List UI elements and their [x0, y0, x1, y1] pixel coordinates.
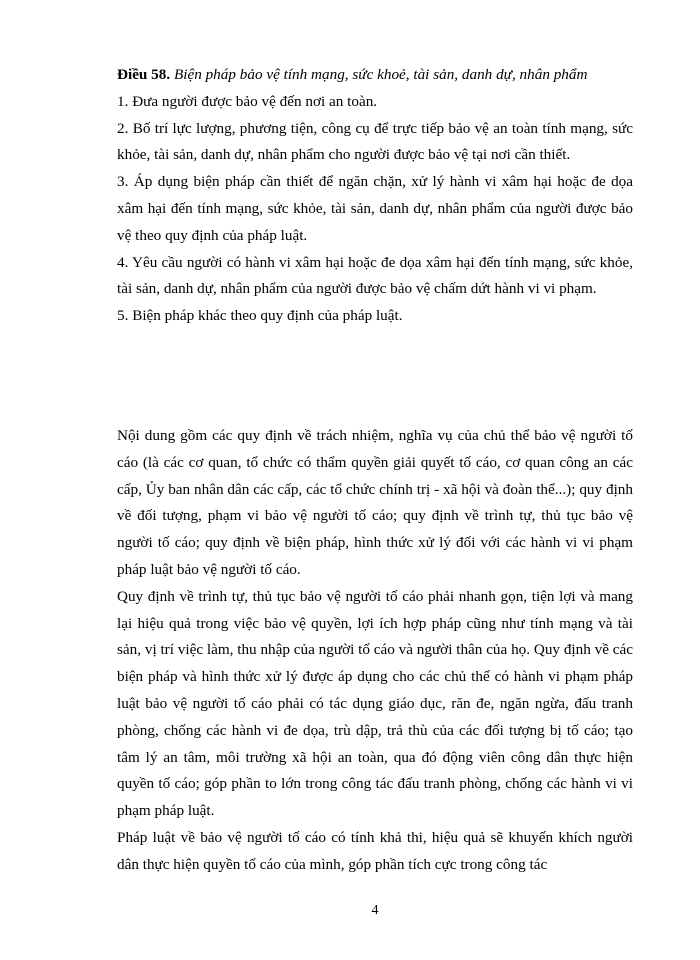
article-item-4: 4. Yêu cầu người có hành vi xâm hại hoặc đe dọa xâm hại đến tính mạng, sức khỏe, tài sản, danh dự, nhân phẩm của người được bảo vệ chấm dứt hành vi vi phạm. [117, 253, 633, 298]
article-item-5: 5. Biện pháp khác theo quy định của pháp luật. [117, 307, 403, 325]
article-number: Điều 58. [117, 66, 171, 83]
article-heading [117, 62, 633, 89]
article-title: Biện pháp bảo vệ tính mạng, sức khoẻ, tài sản, danh dự, nhân phẩm [173, 66, 588, 83]
article-item-3: 3. Áp dụng biện pháp cần thiết để ngăn chặn, xử lý hành vi xâm hại hoặc đe dọa xâm hại đến tính mạng, sức khỏe, tài sản, danh dự, nhân phẩm của người được bảo vệ theo quy định của pháp luật. [117, 173, 633, 244]
paragraph-feasibility: Pháp luật về bảo vệ người tố cáo có tính khả thi, hiệu quả sẽ khuyến khích người dân thực hiện quyền tố cáo của mình, góp phần tích cực trong công tác [117, 828, 633, 873]
paragraph-procedure: Quy định về trình tự, thủ tục bảo vệ người tố cáo phải nhanh gọn, tiện lợi và mang lại hiệu quả trong việc bảo vệ quyền, lợi ích hợp pháp cũng như tính mạng và tài sản, vị trí việc làm, thu nhập của người tố cáo và người thân của họ. Quy định về các biện pháp và hình thức xử lý được áp dụng cho các chủ thể có hành vi phạm pháp luật bảo vệ người tố cáo phải có tác dụng giáo dục, răn đe, ngăn ngừa, đấu tranh phòng, chống các hành vi đe dọa, trù dập, trả thù của các đối tượng bị tố cáo; tạo tâm lý an tâm, môi trường xã hội an toàn, qua đó động viên công dân thực hiện quyền tố cáo; góp phần to lớn trong công tác đấu tranh phòng, chống các hành vi vi phạm pháp luật. [117, 587, 633, 820]
page-number: 4 [371, 903, 379, 918]
body-text [117, 423, 633, 879]
article-58 [117, 62, 633, 330]
paragraph-content: Nội dung gồm các quy định về trách nhiệm, nghĩa vụ của chủ thể bảo vệ người tố cáo (là các cơ quan, tổ chức có thẩm quyền giải quyết tố cáo, cơ quan công an các cấp, Ủy ban nhân dân các cấp, các tổ chức chính trị - xã hội và đoàn thể...); quy định về đối tượng, phạm vi bảo vệ người tố cáo; quy định về trình tự, thủ tục bảo vệ người tố cáo; quy định về biện pháp, hình thức xử lý đối với các hành vi vi phạm pháp luật bảo vệ người tố cáo. [117, 427, 633, 578]
article-item-2: 2. Bố trí lực lượng, phương tiện, công cụ để trực tiếp bảo vệ an toàn tính mạng, sức khỏe, tài sản, danh dự, nhân phẩm cho người được bảo vệ tại nơi cần thiết. [117, 119, 633, 164]
article-item-1: 1. Đưa người được bảo vệ đến nơi an toàn. [117, 92, 378, 110]
